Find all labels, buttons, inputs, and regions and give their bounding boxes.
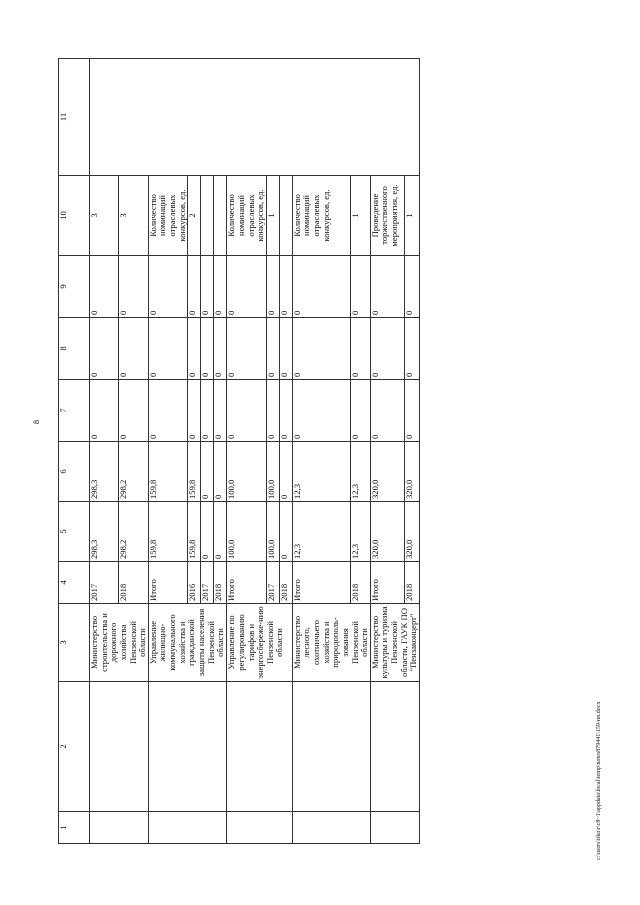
column-number-row xyxy=(59,59,90,844)
organization-cell: Министерство культуры и туризма Пензенской области, ГАУК ПО "Пензаконцерт" xyxy=(370,604,419,682)
year-cell: 2016 xyxy=(188,562,201,604)
value-cell-c8: 0 xyxy=(227,318,267,380)
table-row xyxy=(227,59,267,844)
blank-cell xyxy=(90,812,149,844)
value-cell-c10 xyxy=(279,176,292,256)
organization-cell: Министерство строительства и дорожного хозяйства Пензенской области xyxy=(90,604,149,682)
blank-cell xyxy=(370,812,419,844)
blank-cell xyxy=(292,812,370,844)
year-cell: 2017 xyxy=(90,562,119,604)
value-cell-c5: 12,3 xyxy=(292,502,351,562)
value-cell-c10: Количество номинаций отраслевых конкурсов, ед. xyxy=(148,176,188,256)
blank-cell xyxy=(370,682,419,812)
value-cell-c9: 0 xyxy=(214,256,227,318)
value-cell-c5: 298,3 xyxy=(90,502,119,562)
value-cell-c6: 0 xyxy=(279,442,292,502)
value-cell-c7: 0 xyxy=(351,380,370,442)
value-cell-c9: 0 xyxy=(351,256,370,318)
value-cell-c7: 0 xyxy=(214,380,227,442)
value-cell-c10: 1 xyxy=(404,176,419,256)
value-cell-c8: 0 xyxy=(201,318,214,380)
column-number-cell: 2 xyxy=(59,682,90,812)
value-cell-c9: 0 xyxy=(279,256,292,318)
value-cell-c10: 1 xyxy=(266,176,279,256)
year-cell: Итого xyxy=(292,562,351,604)
value-cell-c6: 298,2 xyxy=(119,442,148,502)
value-cell-c8: 0 xyxy=(279,318,292,380)
value-cell-c6: 159,8 xyxy=(148,442,188,502)
value-cell-c5: 0 xyxy=(201,502,214,562)
value-cell-c5: 0 xyxy=(214,502,227,562)
organization-cell: Управление по регулированию тарифов и энергосбереже-нию Пензенской области xyxy=(227,604,293,682)
blank-cell xyxy=(148,812,227,844)
value-cell-c6: 320,0 xyxy=(404,442,419,502)
value-cell-c8: 0 xyxy=(119,318,148,380)
value-cell-c9: 0 xyxy=(201,256,214,318)
value-cell-c9: 0 xyxy=(188,256,201,318)
table-row xyxy=(90,59,119,844)
value-cell-c5: 320,0 xyxy=(370,502,404,562)
value-cell-c7: 0 xyxy=(292,380,351,442)
column-number-cell: 3 xyxy=(59,604,90,682)
year-cell: 2018 xyxy=(119,562,148,604)
column-number-cell: 5 xyxy=(59,502,90,562)
column-number-cell: 8 xyxy=(59,318,90,380)
value-cell-c7: 0 xyxy=(370,380,404,442)
value-cell-c10: 3 xyxy=(119,176,148,256)
budget-table xyxy=(58,58,420,844)
value-cell-c10: 3 xyxy=(90,176,119,256)
year-cell: 2018 xyxy=(404,562,419,604)
value-cell-c9: 0 xyxy=(292,256,351,318)
value-cell-c10: Количество номинаций отраслевых конкурсов, ед. xyxy=(292,176,351,256)
table-row xyxy=(292,59,351,844)
value-cell-c10: 1 xyxy=(351,176,370,256)
value-cell-c6: 100,0 xyxy=(227,442,267,502)
column-number-cell: 11 xyxy=(59,59,90,176)
value-cell-c8: 0 xyxy=(370,318,404,380)
value-cell-c6: 159,8 xyxy=(188,442,201,502)
value-cell-c5: 159,8 xyxy=(148,502,188,562)
value-cell-c9: 0 xyxy=(404,256,419,318)
value-cell-c6: 0 xyxy=(214,442,227,502)
value-cell-c8: 0 xyxy=(188,318,201,380)
value-cell-c6: 12,3 xyxy=(351,442,370,502)
table-body xyxy=(90,59,420,844)
column-number-cell: 6 xyxy=(59,442,90,502)
value-cell-c6: 0 xyxy=(201,442,214,502)
value-cell-c10: Количество номинаций отраслевых конкурсов, ед. xyxy=(227,176,267,256)
blank-cell xyxy=(227,812,293,844)
value-cell-c7: 0 xyxy=(227,380,267,442)
year-cell: 2018 xyxy=(279,562,292,604)
value-cell-c7: 0 xyxy=(188,380,201,442)
table-row xyxy=(148,59,188,844)
year-cell: Итого xyxy=(148,562,188,604)
column-number-cell: 4 xyxy=(59,562,90,604)
value-cell-c8: 0 xyxy=(404,318,419,380)
value-cell-c5: 12,3 xyxy=(351,502,370,562)
value-cell-c8: 0 xyxy=(148,318,188,380)
value-cell-c10: 2 xyxy=(188,176,201,256)
value-cell-c7: 0 xyxy=(148,380,188,442)
value-cell-c5: 320,0 xyxy=(404,502,419,562)
value-cell-c7: 0 xyxy=(201,380,214,442)
value-cell-c9: 0 xyxy=(90,256,119,318)
value-cell-c8: 0 xyxy=(90,318,119,380)
page-number: 8 xyxy=(32,420,41,424)
value-cell-c10 xyxy=(201,176,214,256)
year-cell: 2018 xyxy=(351,562,370,604)
value-cell-c9: 0 xyxy=(370,256,404,318)
column-number-cell: 1 xyxy=(59,812,90,844)
value-cell-c6: 320,0 xyxy=(370,442,404,502)
value-cell-c7: 0 xyxy=(279,380,292,442)
blank-cell xyxy=(227,682,293,812)
rotated-table-container xyxy=(58,59,518,844)
year-cell: 2017 xyxy=(201,562,214,604)
year-cell: Итого xyxy=(370,562,404,604)
year-cell: Итого xyxy=(227,562,267,604)
value-cell-c5: 0 xyxy=(279,502,292,562)
year-cell: 2017 xyxy=(266,562,279,604)
value-cell-c10 xyxy=(214,176,227,256)
organization-cell: Министерство лесного, охотничьего хозяйства и природополь-зования Пензенской области xyxy=(292,604,370,682)
value-cell-c9: 0 xyxy=(148,256,188,318)
value-cell-c9: 0 xyxy=(266,256,279,318)
blank-cell xyxy=(90,682,149,812)
column-number-cell: 9 xyxy=(59,256,90,318)
value-cell-c9: 0 xyxy=(227,256,267,318)
footer-path: c:\users\tiko\r\c8~1\appdata\local\temp\notes879441\159-нп.docx xyxy=(596,701,602,860)
value-cell-c7: 0 xyxy=(90,380,119,442)
value-cell-c7: 0 xyxy=(119,380,148,442)
blank-cell xyxy=(148,682,227,812)
value-cell-c6: 298,3 xyxy=(90,442,119,502)
organization-cell: Управление жилищно-коммунального хозяйства и гражданской защиты населения Пензенской области xyxy=(148,604,227,682)
value-cell-c8: 0 xyxy=(351,318,370,380)
value-cell-c9: 0 xyxy=(119,256,148,318)
value-cell-c8: 0 xyxy=(266,318,279,380)
value-cell-c10: Проведение торжественного мероприятия, ед. xyxy=(370,176,404,256)
value-cell-c5: 298,2 xyxy=(119,502,148,562)
value-cell-c5: 159,8 xyxy=(188,502,201,562)
column-number-cell: 7 xyxy=(59,380,90,442)
value-cell-c5: 100,0 xyxy=(266,502,279,562)
value-cell-c8: 0 xyxy=(214,318,227,380)
year-cell: 2018 xyxy=(214,562,227,604)
blank-cell xyxy=(90,59,420,176)
column-number-cell: 10 xyxy=(59,176,90,256)
value-cell-c6: 12,3 xyxy=(292,442,351,502)
value-cell-c7: 0 xyxy=(404,380,419,442)
value-cell-c8: 0 xyxy=(292,318,351,380)
value-cell-c5: 100,0 xyxy=(227,502,267,562)
value-cell-c6: 100,0 xyxy=(266,442,279,502)
blank-cell xyxy=(292,682,370,812)
value-cell-c7: 0 xyxy=(266,380,279,442)
table-row xyxy=(370,59,404,844)
